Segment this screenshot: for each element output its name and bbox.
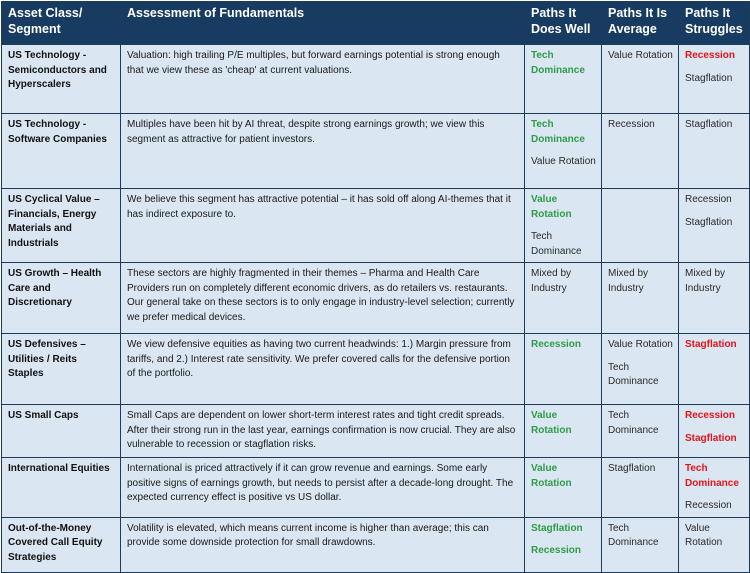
paths-struggles-cell [679, 517, 750, 572]
assessment-cell: We view defensive equities as having two current headwinds: 1.) Margin pressure from tariffs, and 2.) Interest rate sensitivity. We prefer covered calls for the defensive portion of the portfolio. [121, 334, 525, 405]
table-row [2, 458, 750, 518]
paths-well-cell [525, 458, 602, 518]
path-label: Tech Dominance [608, 410, 659, 436]
header-paths-average: Paths It Is Average [602, 2, 679, 45]
path-label: Tech Dominance [531, 50, 585, 76]
table-row [2, 405, 750, 458]
path-label: Value Rotation [608, 50, 673, 61]
fundamentals-table [1, 1, 750, 573]
segment-cell: US Technology - Semiconductors and Hyperscalers [2, 45, 121, 114]
path-label: Value Rotation [531, 194, 572, 220]
segment-cell: US Small Caps [2, 405, 121, 458]
path-label: Tech Dominance [531, 231, 582, 257]
paths-well-cell [525, 405, 602, 458]
path-label: Stagflation [685, 339, 737, 350]
segment-cell: US Defensives – Utilities / Reits Staples [2, 334, 121, 405]
paths-average-cell [602, 517, 679, 572]
header-paths-well: Paths It Does Well [525, 2, 602, 45]
table-row [2, 189, 750, 263]
path-label: Recession [685, 194, 732, 205]
paths-well-cell [525, 114, 602, 189]
path-label: Recession [531, 545, 582, 556]
assessment-cell: Valuation: high trailing P/E multiples, but forward earnings potential is strong enough that we view these as 'cheap' at current valuations. [121, 45, 525, 114]
assessment-cell: Volatility is elevated, which means current income is higher than average; this can provide some downside protection for small drawdowns. [121, 517, 525, 572]
table-row [2, 334, 750, 405]
paths-average-cell [602, 458, 679, 518]
path-label: Tech Dominance [608, 522, 659, 548]
segment-cell: US Technology - Software Companies [2, 114, 121, 189]
paths-average-cell [602, 405, 679, 458]
path-label: Value Rotation [531, 156, 596, 167]
path-label: Recession [685, 500, 732, 511]
path-label: Tech Dominance [685, 463, 739, 489]
assessment-cell: Multiples have been hit by AI threat, despite strong earnings growth; we view this segment as attractive for patient investors. [121, 114, 525, 189]
path-label: Mixed by Industry [685, 268, 726, 294]
paths-struggles-cell [679, 114, 750, 189]
assessment-cell: We believe this segment has attractive potential – it has sold off along AI-themes that it has indirect exposure to. [121, 189, 525, 263]
paths-well-cell [525, 334, 602, 405]
paths-well-cell [525, 189, 602, 263]
path-label: Mixed by Industry [608, 268, 649, 294]
path-label: Stagflation [685, 119, 733, 130]
paths-struggles-cell [679, 405, 750, 458]
table-row [2, 263, 750, 334]
path-label: Tech Dominance [531, 119, 585, 145]
paths-struggles-cell [679, 263, 750, 334]
path-label: Recession [685, 410, 736, 421]
paths-struggles-cell [679, 45, 750, 114]
path-label: Recession [608, 119, 655, 130]
path-label: Stagflation [531, 522, 583, 534]
segment-cell: Out-of-the-Money Covered Call Equity Strategies [2, 517, 121, 572]
path-label: Mixed by Industry [531, 268, 572, 294]
paths-average-cell [602, 45, 679, 114]
header-asset-class: Asset Class/ Segment [2, 2, 121, 45]
paths-struggles-cell [679, 458, 750, 518]
paths-well-cell [525, 263, 602, 334]
paths-average-cell [602, 189, 679, 263]
table-row [2, 517, 750, 572]
path-label: Value Rotation [531, 410, 572, 436]
table-body [2, 45, 750, 573]
path-label: Stagflation [685, 216, 733, 228]
header-row [2, 2, 750, 45]
table-row [2, 45, 750, 114]
paths-average-cell [602, 334, 679, 405]
segment-cell: US Growth – Health Care and Discretionary [2, 263, 121, 334]
header-paths-struggles: Paths It Struggles [679, 2, 750, 45]
assessment-cell: Small Caps are dependent on lower short-term interest rates and tight credit spreads. After their strong run in the last year, earnings confirmation is now crucial. They are also vulnerable to recession or stagflation risks. [121, 405, 525, 458]
paths-well-cell [525, 45, 602, 114]
path-label: Recession [685, 50, 736, 61]
assessment-cell: These sectors are highly fragmented in their themes – Pharma and Health Care Providers run on completely different economic drivers, as do retailers vs. restaurants. Our general take on these sectors is to only engage in industry-level selection; currently we prefer medical devices. [121, 263, 525, 334]
header-assessment: Assessment of Fundamentals [121, 2, 525, 45]
paths-struggles-cell [679, 189, 750, 263]
paths-average-cell [602, 114, 679, 189]
paths-average-cell [602, 263, 679, 334]
path-label: Tech Dominance [608, 361, 659, 387]
segment-cell: US Cyclical Value – Financials, Energy Materials and Industrials [2, 189, 121, 263]
assessment-cell: International is priced attractively if it can grow revenue and earnings. Some early positive signs of earnings growth, but needs to persist after a decade-long drought. The expected currency effect is positive vs US dollar. [121, 458, 525, 518]
path-label: Stagflation [685, 72, 733, 84]
path-label: Stagflation [608, 463, 656, 474]
table-header [2, 2, 750, 45]
paths-struggles-cell [679, 334, 750, 405]
paths-well-cell [525, 517, 602, 572]
segment-cell: International Equities [2, 458, 121, 518]
table-row [2, 114, 750, 189]
path-label: Stagflation [685, 432, 737, 444]
path-label: Recession [531, 339, 582, 350]
path-label: Value Rotation [608, 339, 673, 350]
path-label: Value Rotation [685, 522, 723, 548]
path-label: Value Rotation [531, 463, 572, 489]
